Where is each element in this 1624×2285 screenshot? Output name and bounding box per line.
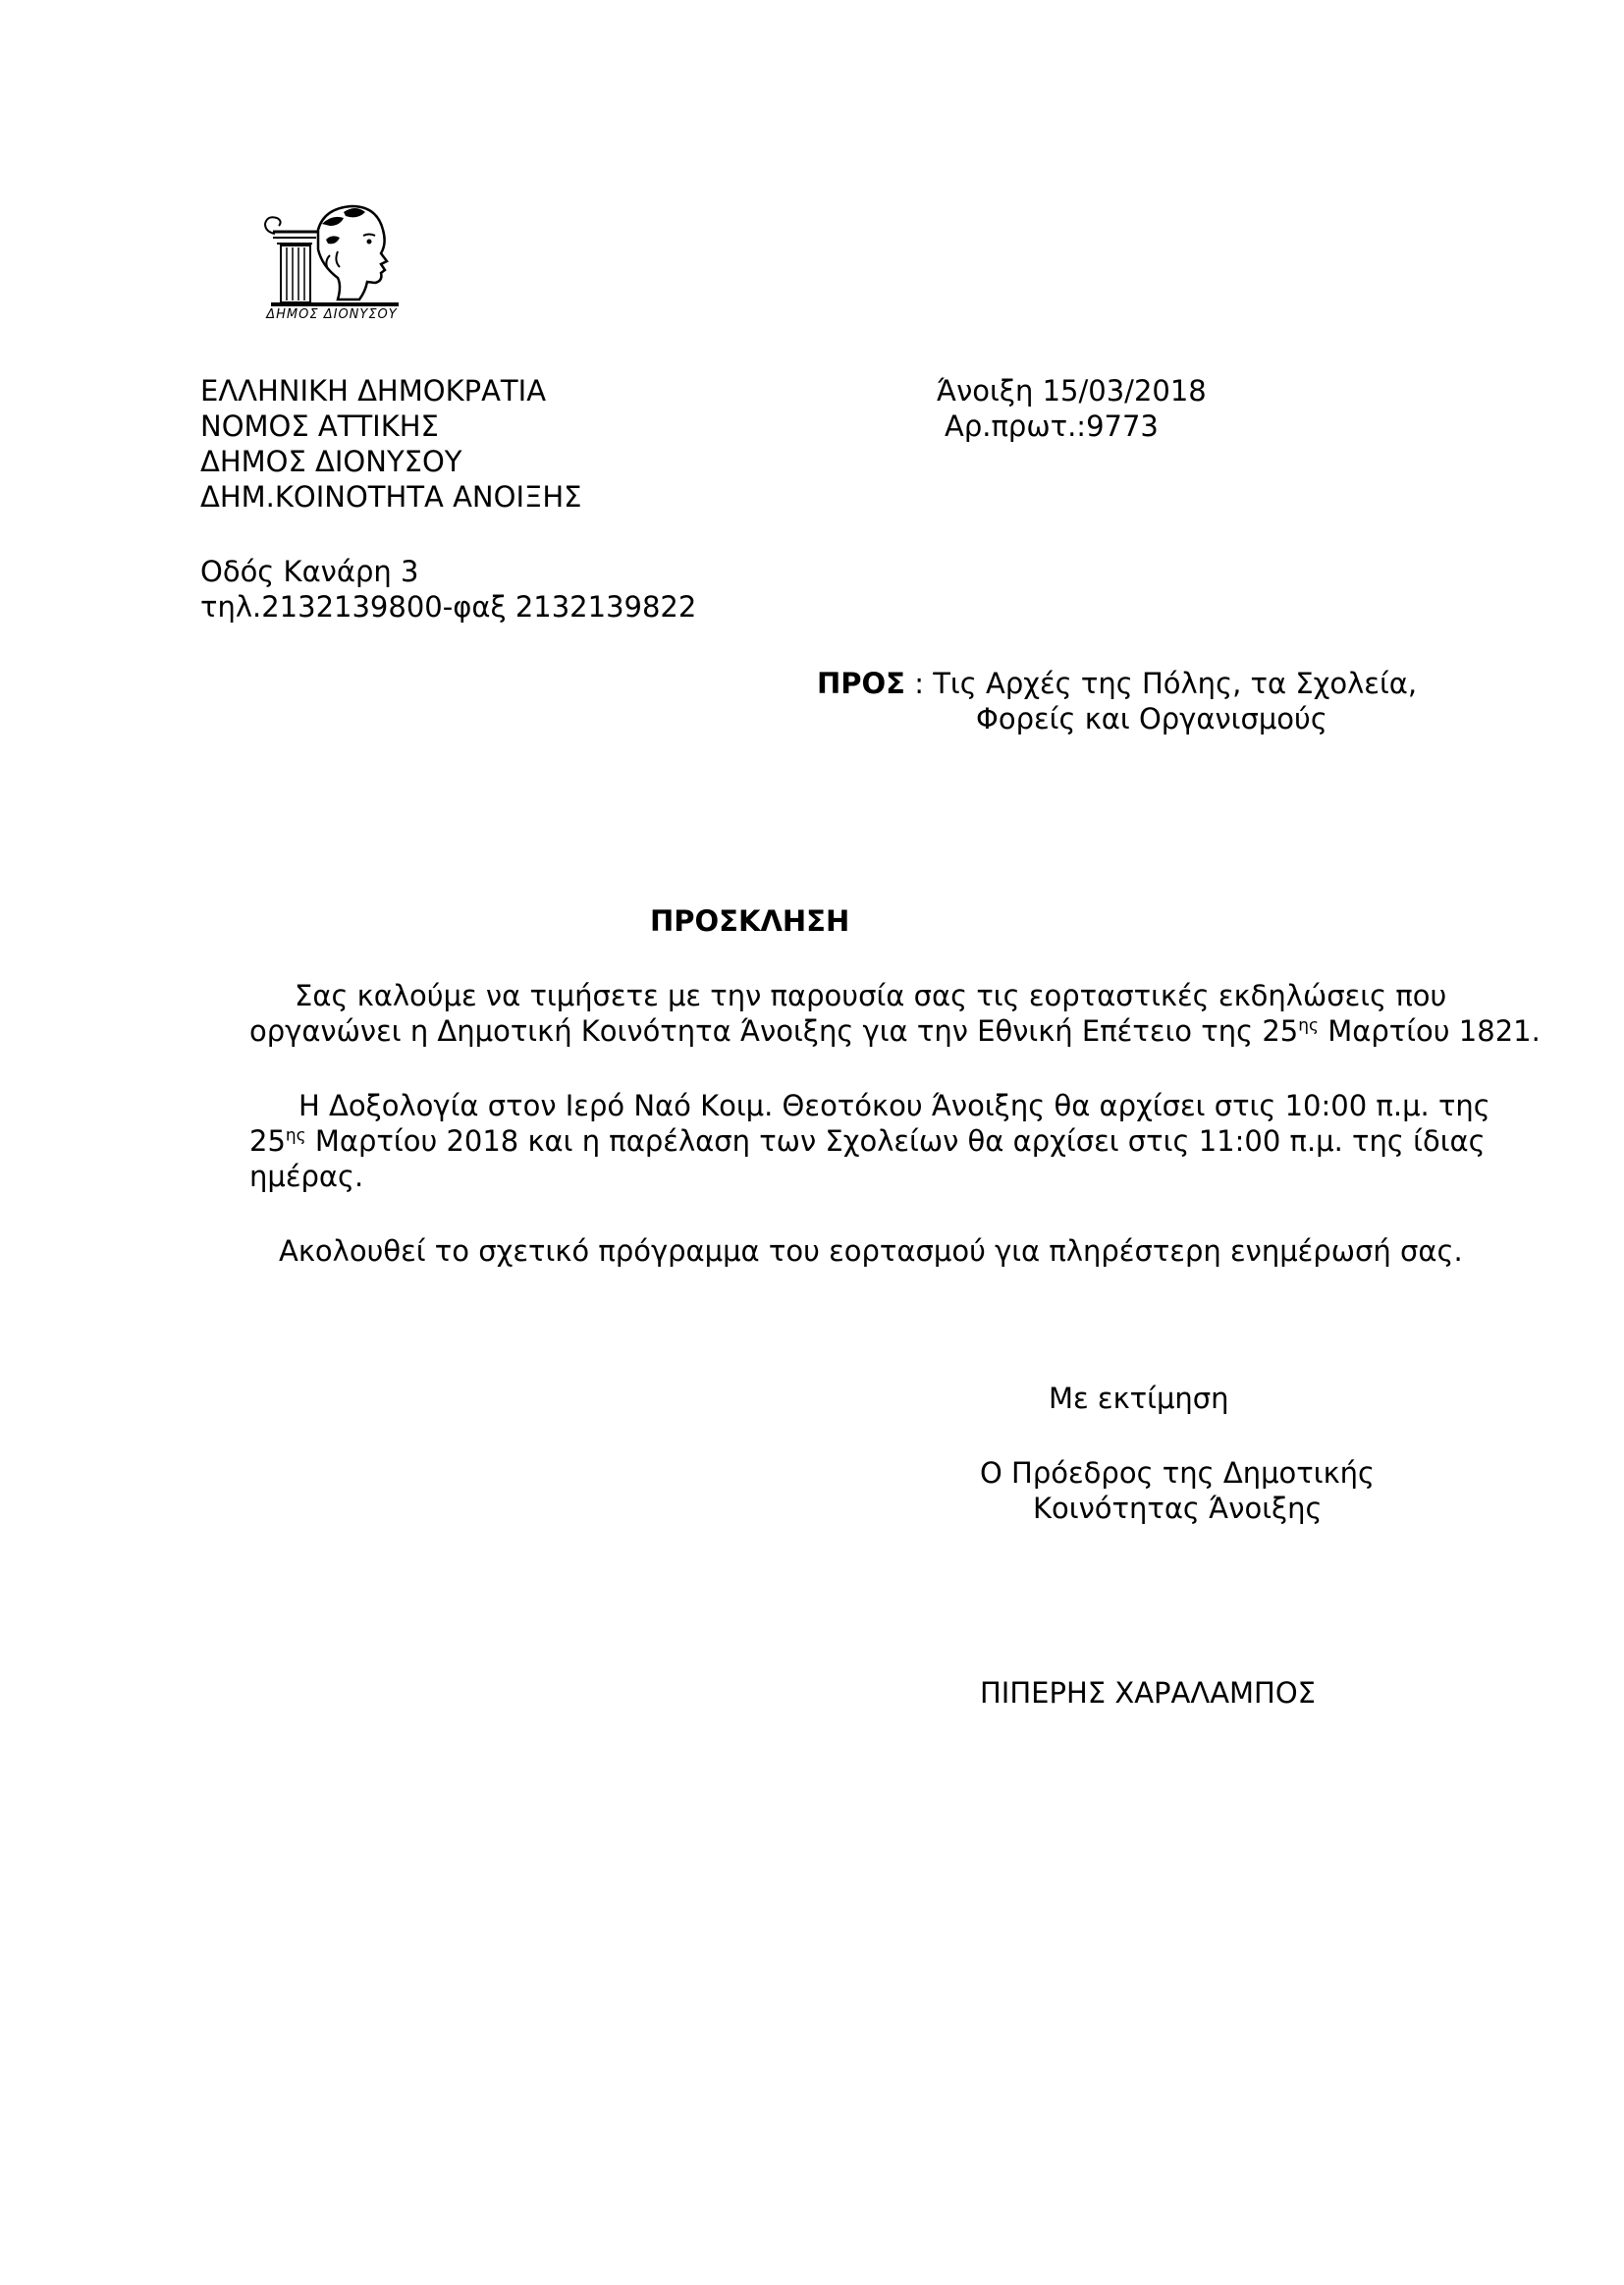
- document-title: ΠΡΟΣΚΛΗΣΗ: [650, 904, 850, 938]
- paragraph-2-line-2: [249, 1123, 1486, 1159]
- protocol-number: Αρ.πρωτ.:9773: [945, 409, 1159, 443]
- paragraph-2-line-3: ημέρας.: [249, 1160, 364, 1193]
- header-prefecture: ΝΟΜΟΣ ΑΤΤΙΚΗΣ: [200, 409, 439, 443]
- header-municipality: ΔΗΜΟΣ ΔΙΟΝΥΣΟΥ: [200, 445, 462, 478]
- municipality-logo: [253, 196, 410, 332]
- header-address: Οδός Κανάρη 3: [200, 555, 419, 588]
- logo-caption: ΔΗΜΟΣ ΔΙΟΝΥΣΟΥ: [266, 307, 398, 322]
- p2-line2-text: Μαρτίου 2018 και η παρέλαση των Σχολείων θα αρχίσει στις 11:00 π.μ. της ίδιας: [305, 1124, 1486, 1158]
- paragraph-1-line-1: Σας καλούμε να τιμήσετε με την παρουσία σας τις εορταστικές εκδηλώσεις που: [295, 979, 1447, 1012]
- header-community: ΔΗΜ.ΚΟΙΝΟΤΗΤΑ ΑΝΟΙΞΗΣ: [200, 480, 582, 514]
- closing-phrase: Με εκτίμηση: [1049, 1382, 1229, 1415]
- recipient-text-1: Τις Αρχές της Πόλης, τα Σχολεία,: [933, 667, 1418, 700]
- signatory-name: ΠΙΠΕΡΗΣ ΧΑΡΑΛΑΜΠΟΣ: [980, 1676, 1317, 1710]
- signatory-role-1: Ο Πρόεδρος της Δημοτικής: [980, 1456, 1376, 1490]
- recipient-label: ΠΡΟΣ: [817, 667, 905, 700]
- header-contact: τηλ.2132139800-φαξ 2132139822: [200, 590, 697, 624]
- recipient-line-2: Φορείς και Οργανισμούς: [976, 702, 1327, 735]
- document-date: Άνοιξη 15/03/2018: [937, 374, 1207, 408]
- p1-line2-text: οργανώνει η Δημοτική Κοινότητα Άνοιξης για την Εθνική Επέτειο της 25: [249, 1014, 1299, 1048]
- recipient-line-1: [817, 666, 1417, 701]
- signatory-role-2: Κοινότητας Άνοιξης: [1033, 1492, 1323, 1525]
- paragraph-3-line-1: Ακολουθεί το σχετικό πρόγραμμα του εορτασμού για πληρέστερη ενημέρωσή σας.: [279, 1234, 1463, 1268]
- paragraph-1-line-2: [249, 1013, 1541, 1049]
- p1-line2-ordinal: ης: [1298, 1015, 1320, 1036]
- header-country: ΕΛΛΗΝΙΚΗ ΔΗΜΟΚΡΑΤΙΑ: [200, 374, 547, 408]
- p2-line2-day: 25: [249, 1124, 286, 1158]
- p1-line2-end: Μαρτίου 1821.: [1319, 1014, 1541, 1048]
- paragraph-2-line-1: Η Δοξολογία στον Ιερό Ναό Κοιμ. Θεοτόκου Άνοιξης θα αρχίσει στις 10:00 π.μ. της: [298, 1089, 1490, 1122]
- p2-line2-ordinal: ης: [285, 1125, 306, 1146]
- recipient-separator: :: [905, 667, 934, 700]
